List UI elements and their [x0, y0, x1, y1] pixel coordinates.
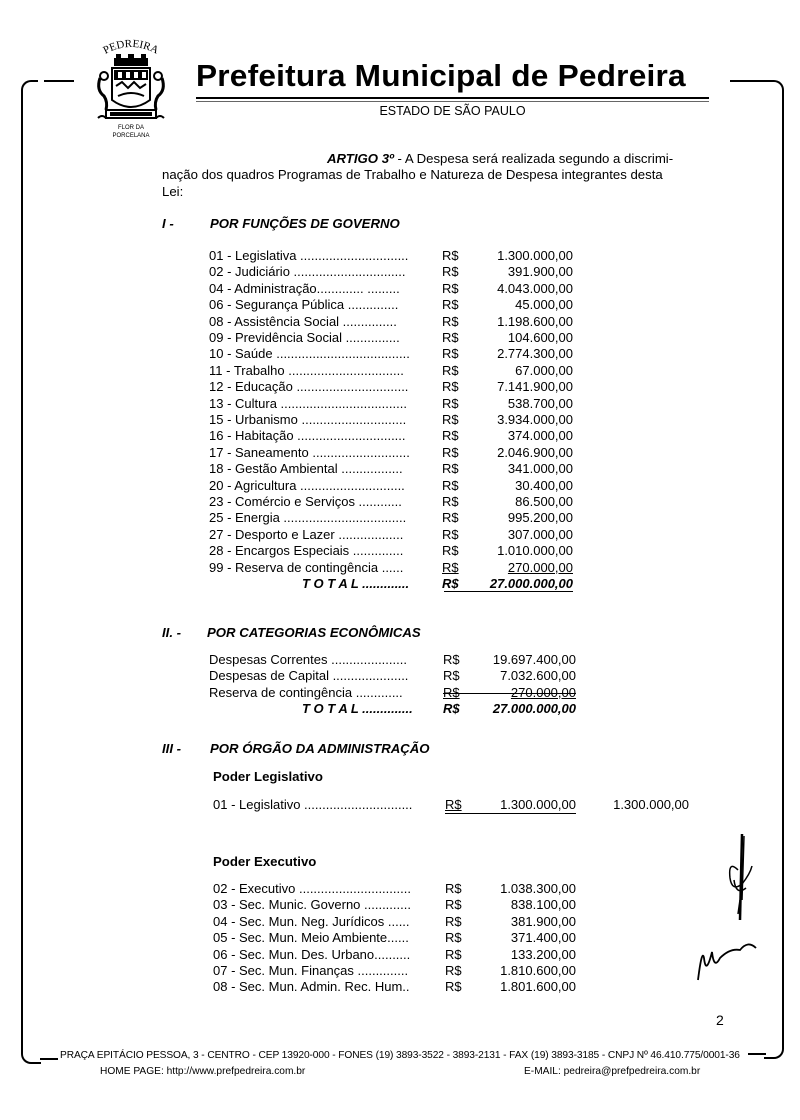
- row-label: 04 - Administração............. .........: [209, 280, 400, 296]
- row-label: 06 - Segurança Pública ..............: [209, 297, 399, 313]
- total-value: 27.000.000,00: [492, 701, 576, 717]
- row-label: 01 - Legislativo ..............................: [213, 797, 413, 812]
- table-row: [0, 897, 800, 913]
- row-value: 1.300.000,00: [497, 248, 573, 263]
- row-value: 1.038.300,00: [500, 881, 576, 896]
- svg-text:PEDREIRA: PEDREIRA: [101, 38, 161, 57]
- footer-address: PRAÇA EPITÁCIO PESSOA, 3 - CENTRO - CEP 13920-000 - FONES (19) 3893-3522 - 3893-2131 - FAX (19) 3893-3185 - CNPJ Nº 46.410.775/0001-36: [60, 1050, 740, 1061]
- currency-symbol: R$: [443, 652, 460, 667]
- currency-symbol: R$: [442, 395, 459, 411]
- row-value: 374.000,00: [507, 428, 573, 444]
- currency-symbol: R$: [445, 913, 462, 929]
- row-value: 381.900,00: [510, 913, 576, 929]
- row-value: 19.697.400,00: [492, 652, 576, 667]
- frame-bottom-right-line: [748, 1053, 766, 1055]
- table-row: [0, 412, 800, 428]
- article-paragraph: [162, 151, 722, 200]
- table-row: [0, 264, 800, 280]
- currency-symbol: R$: [445, 946, 462, 962]
- row-label: Reserva de contingência .............: [209, 684, 403, 700]
- row-label: 04 - Sec. Mun. Neg. Jurídicos ......: [213, 913, 410, 929]
- paragraph-line-1: - A Despesa será realizada segundo a discrimi-: [393, 151, 674, 166]
- row-label: 17 - Saneamento ...........................: [209, 444, 410, 460]
- row-label: 06 - Sec. Mun. Des. Urbano..........: [213, 946, 411, 962]
- frame-bottom-left-line: [40, 1058, 58, 1060]
- table-row: [0, 560, 800, 576]
- row-value: 3.934.000,00: [497, 412, 573, 427]
- paragraph-line-2: nação dos quadros Programas de Trabalho e Natureza de Despesa integrantes desta: [162, 167, 663, 183]
- frame-top-left-line: [44, 80, 74, 82]
- subheading-executivo: Poder Executivo: [213, 854, 317, 869]
- currency-symbol: R$: [442, 362, 459, 378]
- row-value: 45.000,00: [515, 297, 573, 313]
- currency-symbol: R$: [442, 477, 459, 493]
- row-value: 371.400,00: [510, 930, 576, 946]
- row-label: 15 - Urbanismo .............................: [209, 412, 407, 427]
- footer-homepage-link[interactable]: HOME PAGE: http://www.prefpedreira.com.br: [100, 1066, 306, 1077]
- page-title: Prefeitura Municipal de Pedreira: [196, 58, 686, 93]
- table-row: [0, 652, 800, 668]
- subtotal-value: 1.300.000,00: [613, 797, 689, 812]
- currency-symbol: R$: [442, 264, 459, 280]
- row-label: 28 - Encargos Especiais ..............: [209, 543, 404, 559]
- row-label: 27 - Desporto e Lazer ..................: [209, 526, 404, 542]
- total-label: T O T A L .............: [302, 576, 410, 591]
- table-row: [0, 314, 800, 330]
- section-title: POR CATEGORIAS ECONÔMICAS: [207, 625, 421, 640]
- currency-symbol: R$: [445, 979, 462, 995]
- section-number: II. -: [162, 625, 182, 640]
- table-row: [0, 685, 800, 701]
- row-label: 08 - Assistência Social ...............: [209, 313, 397, 329]
- row-value: 30.400,00: [515, 477, 573, 493]
- currency-symbol: R$: [445, 881, 462, 896]
- row-value: 7.141.900,00: [497, 379, 573, 395]
- row-value: 86.500,00: [515, 494, 573, 509]
- table-row: [0, 428, 800, 444]
- currency-symbol: R$: [442, 559, 459, 575]
- row-label: Despesas de Capital .....................: [209, 668, 409, 684]
- article-label: ARTIGO 3º: [327, 151, 394, 166]
- table-row: [0, 297, 800, 313]
- table-row: [0, 979, 800, 995]
- currency-symbol: R$: [442, 297, 459, 313]
- row-value: 1.198.600,00: [497, 313, 573, 329]
- currency-symbol: R$: [443, 684, 460, 700]
- footer-email-link[interactable]: E-MAIL: pedreira@prefpedreira.com.br: [524, 1066, 701, 1077]
- currency-symbol: R$: [442, 379, 459, 395]
- coat-of-arms-icon: [92, 38, 170, 142]
- table-row: [0, 494, 800, 510]
- total-value: 27.000.000,00: [489, 576, 573, 591]
- page-subtitle: ESTADO DE SÃO PAULO: [379, 104, 526, 118]
- row-label: 13 - Cultura ...................................: [209, 395, 407, 411]
- currency-symbol: R$: [442, 412, 459, 427]
- svg-text:PORCELANA: PORCELANA: [112, 133, 150, 139]
- row-value: 270.000,00: [510, 684, 576, 700]
- page-number: 2: [716, 1012, 724, 1028]
- section-heading-1: [162, 216, 400, 231]
- currency-symbol: R$: [442, 510, 459, 526]
- row-value: 67.000,00: [515, 362, 573, 378]
- row-label: 12 - Educação ...............................: [209, 379, 409, 395]
- section-number: I -: [162, 216, 174, 231]
- table-row: [0, 668, 800, 684]
- legislative-underline: [445, 813, 576, 814]
- subheading-legislativo: Poder Legislativo: [213, 769, 323, 784]
- currency-symbol: R$: [445, 797, 462, 812]
- title-underline-thick: [196, 97, 709, 99]
- frame-top-right-line: [730, 80, 766, 82]
- currency-symbol: R$: [442, 280, 459, 296]
- row-label: 08 - Sec. Mun. Admin. Rec. Hum..: [213, 979, 410, 995]
- total-row: [0, 701, 800, 717]
- row-label: 25 - Energia ..................................: [209, 510, 407, 526]
- section-heading-2: [162, 625, 421, 640]
- table-row: [0, 963, 800, 979]
- row-value: 2.774.300,00: [497, 346, 573, 362]
- table-row: [0, 346, 800, 362]
- row-value: 1.810.600,00: [500, 963, 576, 978]
- table-row: [0, 881, 800, 897]
- total-rule: [443, 693, 576, 694]
- row-value: 538.700,00: [507, 395, 573, 411]
- currency-symbol: R$: [442, 494, 459, 509]
- row-label: 03 - Sec. Munic. Governo .............: [213, 897, 411, 913]
- section-heading-3: [162, 741, 430, 756]
- table-row: [0, 363, 800, 379]
- svg-text:FLOR DA: FLOR DA: [117, 125, 145, 131]
- row-value: 4.043.000,00: [497, 280, 573, 296]
- row-label: 07 - Sec. Mun. Finanças ..............: [213, 963, 409, 978]
- table-row: [0, 445, 800, 461]
- currency-symbol: R$: [442, 248, 459, 263]
- row-label: 11 - Trabalho ................................: [209, 362, 404, 378]
- section-title: POR FUNÇÕES DE GOVERNO: [210, 216, 400, 231]
- row-value: 7.032.600,00: [500, 668, 576, 684]
- row-value: 391.900,00: [507, 264, 573, 280]
- currency-symbol: R$: [442, 461, 459, 477]
- signature-marks: [690, 830, 770, 990]
- section-title: POR ÓRGÃO DA ADMINISTRAÇÃO: [210, 741, 430, 756]
- table-row: [0, 797, 800, 813]
- row-label: 01 - Legislativa ..............................: [209, 248, 409, 263]
- table-row: [0, 379, 800, 395]
- currency-symbol: R$: [442, 543, 459, 559]
- currency-symbol: R$: [442, 330, 459, 345]
- row-label: 18 - Gestão Ambiental .................: [209, 461, 403, 477]
- table-row: [0, 930, 800, 946]
- section-number: III -: [162, 741, 182, 756]
- row-value: 270.000,00: [507, 559, 573, 575]
- row-value: 104.600,00: [507, 330, 573, 345]
- row-label: 23 - Comércio e Serviços ............: [209, 494, 402, 509]
- total-rule: [444, 591, 573, 592]
- table-row: [0, 248, 800, 264]
- table-row: [0, 914, 800, 930]
- row-value: 1.801.600,00: [500, 979, 576, 995]
- row-value: 1.010.000,00: [497, 543, 573, 559]
- row-label: 02 - Executivo ...............................: [213, 881, 411, 896]
- currency-symbol: R$: [442, 313, 459, 329]
- row-value: 341.000,00: [507, 461, 573, 477]
- total-row: [0, 576, 800, 592]
- table-row: [0, 396, 800, 412]
- table-row: [0, 330, 800, 346]
- row-label: 99 - Reserva de contingência ......: [209, 559, 404, 575]
- currency-symbol: R$: [442, 576, 459, 591]
- title-underline-thin: [196, 101, 709, 102]
- row-value: 1.300.000,00: [500, 797, 576, 812]
- currency-symbol: R$: [445, 930, 462, 946]
- row-value: 307.000,00: [507, 526, 573, 542]
- row-label: 09 - Previdência Social ...............: [209, 330, 400, 345]
- currency-symbol: R$: [442, 428, 459, 444]
- currency-symbol: R$: [443, 701, 460, 717]
- paragraph-line-3: Lei:: [162, 183, 184, 199]
- table-row: [0, 510, 800, 526]
- table-row: [0, 461, 800, 477]
- total-label: T O T A L ..............: [302, 701, 413, 717]
- table-row: [0, 543, 800, 559]
- row-value: 133.200,00: [510, 946, 576, 962]
- currency-symbol: R$: [442, 346, 459, 362]
- currency-symbol: R$: [442, 444, 459, 460]
- row-label: 10 - Saúde .....................................: [209, 346, 410, 362]
- table-row: [0, 527, 800, 543]
- row-label: 05 - Sec. Mun. Meio Ambiente......: [213, 930, 409, 946]
- currency-symbol: R$: [445, 963, 462, 978]
- row-label: Despesas Correntes .....................: [209, 652, 407, 667]
- table-row: [0, 281, 800, 297]
- row-label: 16 - Habitação ..............................: [209, 428, 406, 444]
- row-value: 2.046.900,00: [497, 444, 573, 460]
- row-value: 838.100,00: [510, 897, 576, 913]
- row-label: 20 - Agricultura .............................: [209, 477, 405, 493]
- currency-symbol: R$: [442, 526, 459, 542]
- row-label: 02 - Judiciário ...............................: [209, 264, 406, 280]
- currency-symbol: R$: [443, 668, 460, 684]
- table-row: [0, 947, 800, 963]
- row-value: 995.200,00: [507, 510, 573, 526]
- currency-symbol: R$: [445, 897, 462, 913]
- table-row: [0, 478, 800, 494]
